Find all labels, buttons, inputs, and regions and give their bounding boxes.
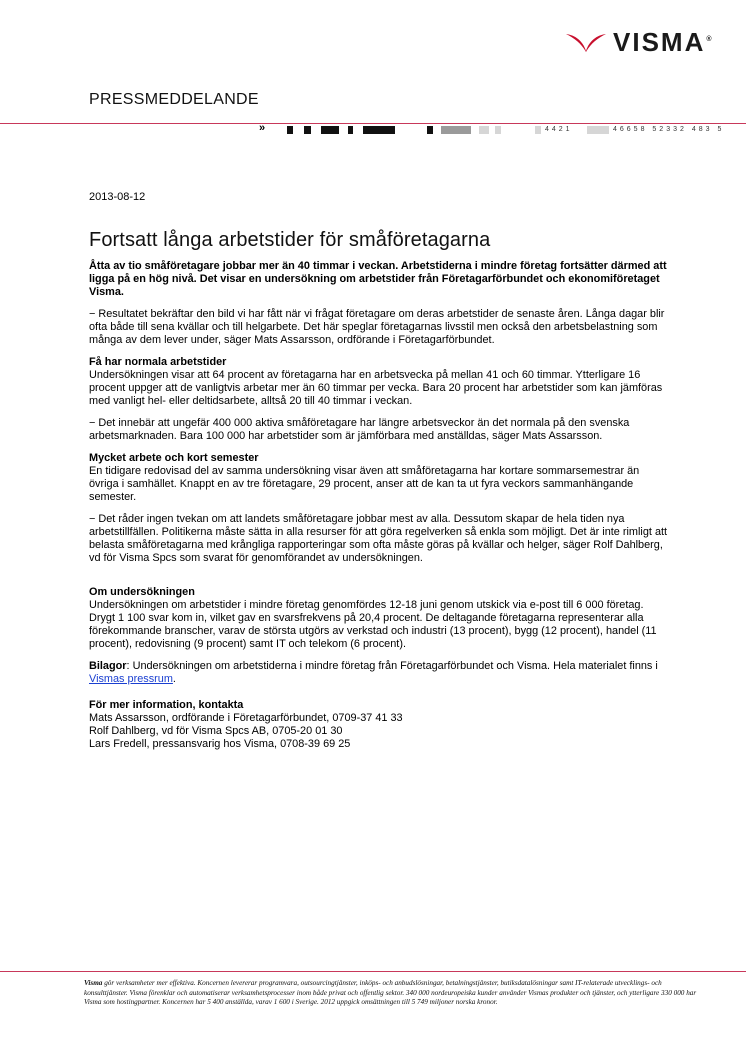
visma-swoosh-icon (565, 31, 607, 53)
footer-brand: Visma (84, 979, 103, 987)
section-heading: Om undersökningen (89, 586, 195, 598)
section-heading: För mer information, kontakta (89, 699, 244, 711)
section-heading: Mycket arbete och kort semester (89, 452, 259, 464)
paragraph-text: Undersökningen om arbetstider i mindre företag genomfördes 12-18 juni genom utskick via e-post till 6 000 företag. Drygt 1 100 svar kom in, vilket gav en svarsfrekvens på 20,4 procent. De deltagande företagarna representerar alla förekommande branscher, varav de största utgörs av verkstad och industri (13 procent), bygg (12 procent), handel (11 procent), redovisning (9 procent) samt IT och telekom (6 procent). (89, 599, 657, 650)
paragraph-quote-3: − Det råder ingen tvekan om att landets småföretagare jobbar mest av alla. Dessutom skapar de hela tiden nya arbetstillfällen. Politikerna måste sätta in alla resurser för att göra regelverken så enkla som möjligt. Det är inte rimligt att belasta småföretagarna med krångliga rapporteringar som ofta måste göras på kvällar och helger, säger Rolf Dahlberg, vd för Visma Spcs som svarat för genomförandet av undersökningen. (89, 513, 668, 564)
attachments-text: : Undersökningen om arbetstiderna i mindre företag från Företagarförbundet och Visma. Hela materialet finns i (126, 660, 658, 672)
lead-paragraph: Åtta av tio småföretagare jobbar mer än 40 timmar i veckan. Arbetstiderna i mindre företag fortsätter därmed att ligga på en hög nivå. Det visar en undersökning om arbetstider från Företagarförbundet och ekonomiföretaget Visma. (89, 260, 667, 298)
decorative-barcode-strip (259, 125, 746, 135)
barcode-number-2: 46658 52332 483 5 (613, 126, 725, 133)
barcode-arrow: » (259, 125, 266, 134)
contact-line: Mats Assarsson, ordförande i Företagarförbundet, 0709-37 41 33 (89, 712, 403, 724)
press-date: 2013-08-12 (89, 191, 146, 203)
pressroom-link[interactable]: Vismas pressrum (89, 673, 173, 685)
footer-text: gör verksamheter mer effektiva. Koncernen levererar programvara, outsourcingtjänster, inköps- och anbudslösningar, betalningstjänster, butiksdatalösningar samt IT-relaterade utvecklings- och konsulttjänster. Visma förenklar och automatiserar verksamhetsprocesser inom både privat och offentlig sektor. 340 000 nordeuropeiska kunder använder Vismas produkter och tjänster, och ytterligare 330 000 har Visma som hostingpartner. Koncernen har 5 400 anställda, varav 1 600 i Sverige. 2012 uppgick omsättningen till 5 749 miljoner norska kronor. (84, 979, 697, 1006)
section-normal-hours (89, 356, 669, 408)
contact-section (89, 699, 669, 751)
section-about-survey (89, 586, 669, 651)
press-title: Fortsatt långa arbetstider för småföretagarna (89, 229, 491, 251)
contact-line: Rolf Dahlberg, vd för Visma Spcs AB, 0705-20 01 30 (89, 725, 343, 737)
attachments-label: Bilagor (89, 660, 127, 672)
section-vacation (89, 452, 669, 504)
press-body (89, 260, 669, 760)
header-rule (0, 123, 746, 124)
footer-rule (0, 971, 746, 972)
attachments-end: . (172, 673, 176, 685)
brand-name: VISMA® (613, 27, 714, 57)
visma-logo (565, 27, 714, 57)
paragraph-quote-2: − Det innebär att ungefär 400 000 aktiva småföretagare har längre arbetsveckor än det normala på den svenska arbetsmarknaden. Bara 100 000 har arbetstider som är jämförbara med anställdas, säger Mats Assarsson. (89, 417, 630, 442)
company-footer (84, 979, 704, 1008)
paragraph-text: En tidigare redovisad del av samma undersökning visar även att småföretagarna har kortare sommarsemestrar än övriga i samhället. Knappt en av tre företagare, 29 procent, anser att de kan ta ut fyra veckors sammanhängande semester. (89, 465, 640, 503)
paragraph-text: Undersökningen visar att 64 procent av företagarna har en arbetsvecka på mellan 41 och 60 timmar. Ytterligare 16 procent uppger att de vanligtvis arbetar mer än 60 timmar per vecka. Bara 20 procent har arbetstider som kan jämföras med vanligt hel- eller deltidsarbete, alltså 20 till 40 timmar i veckan. (89, 369, 663, 407)
attachments-paragraph (89, 660, 669, 686)
paragraph-quote-1: − Resultatet bekräftar den bild vi har fått när vi frågat företagare om deras arbetstider de senaste åren. Långa dagar blir ofta både till sena kvällar och till helgarbete. Det här speglar företagarnas livsstil men också den arbetsbelastning som många av dem lever under, säger Mats Assarsson, ordförande i Företagarförbundet. (89, 308, 665, 346)
document-type: PRESSMEDDELANDE (89, 91, 259, 108)
section-heading: Få har normala arbetstider (89, 356, 227, 368)
contact-line: Lars Fredell, pressansvarig hos Visma, 0708-39 69 25 (89, 738, 351, 750)
barcode-number-1: 4421 (545, 126, 573, 133)
